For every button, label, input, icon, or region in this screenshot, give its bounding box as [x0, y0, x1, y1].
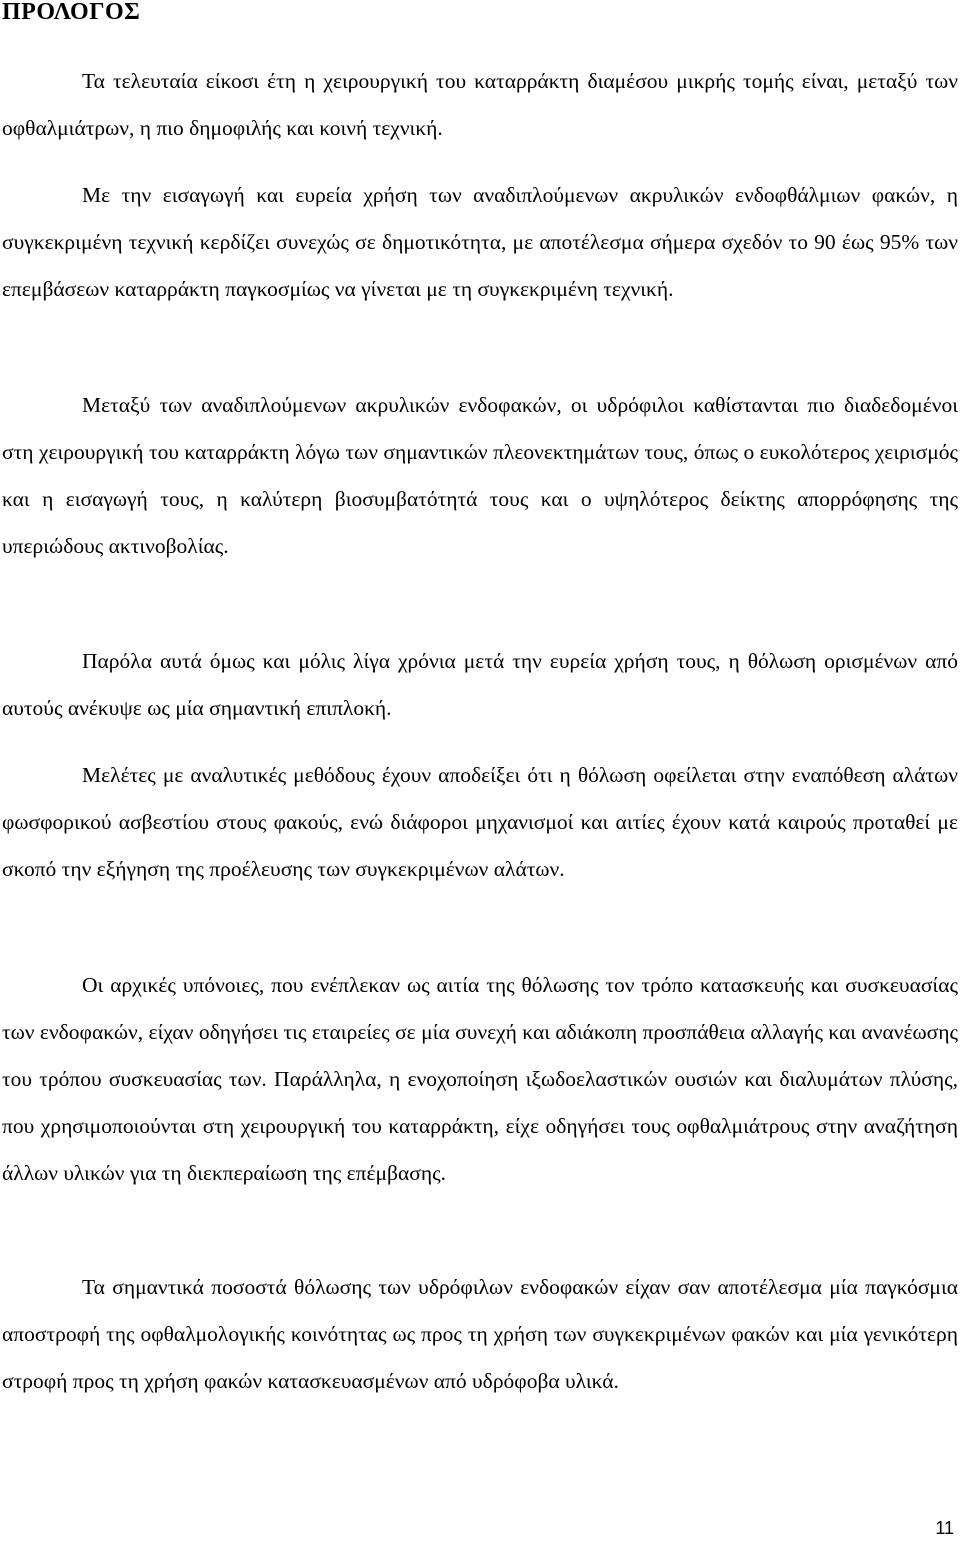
- paragraph-5: Μελέτες με αναλυτικές μεθόδους έχουν αποδείξει ότι η θόλωση οφείλεται στην εναπόθεση αλάτων φωσφορικού ασβεστίου στους φακούς, ενώ διάφοροι μηχανισμοί και αιτίες έχουν κατά καιρούς προταθεί με σκοπό την εξήγηση της προέλευσης των συγκεκριμένων αλάτων.: [2, 763, 958, 881]
- page-number: 11: [935, 1518, 954, 1538]
- paragraph-1: Τα τελευταία είκοσι έτη η χειρουργική του καταρράκτη διαμέσου μικρής τομής είναι, μεταξύ των οφθαλμιάτρων, η πιο δημοφιλής και κοινή τεχνική.: [2, 69, 958, 140]
- paragraph-2: Με την εισαγωγή και ευρεία χρήση των αναδιπλούμενων ακρυλικών ενδοφθάλμιων φακών, η συγκεκριμένη τεχνική κερδίζει συνεχώς σε δημοτικότητα, με αποτέλεσμα σήμερα σχεδόν το 90 έως 95% των επεμβάσεων καταρράκτη παγκοσμίως να γίνεται με τη συγκεκριμένη τεχνική.: [2, 183, 958, 301]
- paragraph-6: Οι αρχικές υπόνοιες, που ενέπλεκαν ως αιτία της θόλωσης τον τρόπο κατασκευής και συσκευασίας των ενδοφακών, είχαν οδηγήσει τις εταιρείες σε μία συνεχή και αδιάκοπη προσπάθεια αλλαγής και ανανέωσης του τρόπου συσκευασίας των. Παράλληλα, η ενοχοποίηση ιξωδοελαστικών ουσιών και διαλυμάτων πλύσης, που χρησιμοποιούνται στη χειρουργική του καταρράκτη, είχε οδηγήσει τους οφθαλμιάτρους στην αναζήτηση άλλων υλικών για τη διεκπεραίωση της επέμβασης.: [2, 973, 958, 1185]
- paragraph-4: Παρόλα αυτά όμως και μόλις λίγα χρόνια μετά την ευρεία χρήση τους, η θόλωση ορισμένων από αυτούς ανέκυψε ως μία σημαντική επιπλοκή.: [2, 649, 958, 720]
- page-title: ΠΡΟΛΟΓΟΣ: [2, 0, 141, 25]
- paragraph-3: Μεταξύ των αναδιπλούμενων ακρυλικών ενδοφακών, οι υδρόφιλοι καθίστανται πιο διαδεδομένοι στη χειρουργική του καταρράκτη λόγω των σημαντικών πλεονεκτημάτων τους, όπως ο ευκολότερος χειρισμός και η εισαγωγή τους, η καλύτερη βιοσυμβατότητά τους και ο υψηλότερος δείκτης απορρόφησης της υπεριώδους ακτινοβολίας.: [2, 393, 958, 558]
- paragraph-7: Τα σημαντικά ποσοστά θόλωσης των υδρόφιλων ενδοφακών είχαν σαν αποτέλεσμα μία παγκόσμια αποστροφή της οφθαλμολογικής κοινότητας ως προς τη χρήση των συγκεκριμένων φακών και μία γενικότερη στροφή προς τη χρήση φακών κατασκευασμένων από υδρόφοβα υλικά.: [2, 1275, 958, 1393]
